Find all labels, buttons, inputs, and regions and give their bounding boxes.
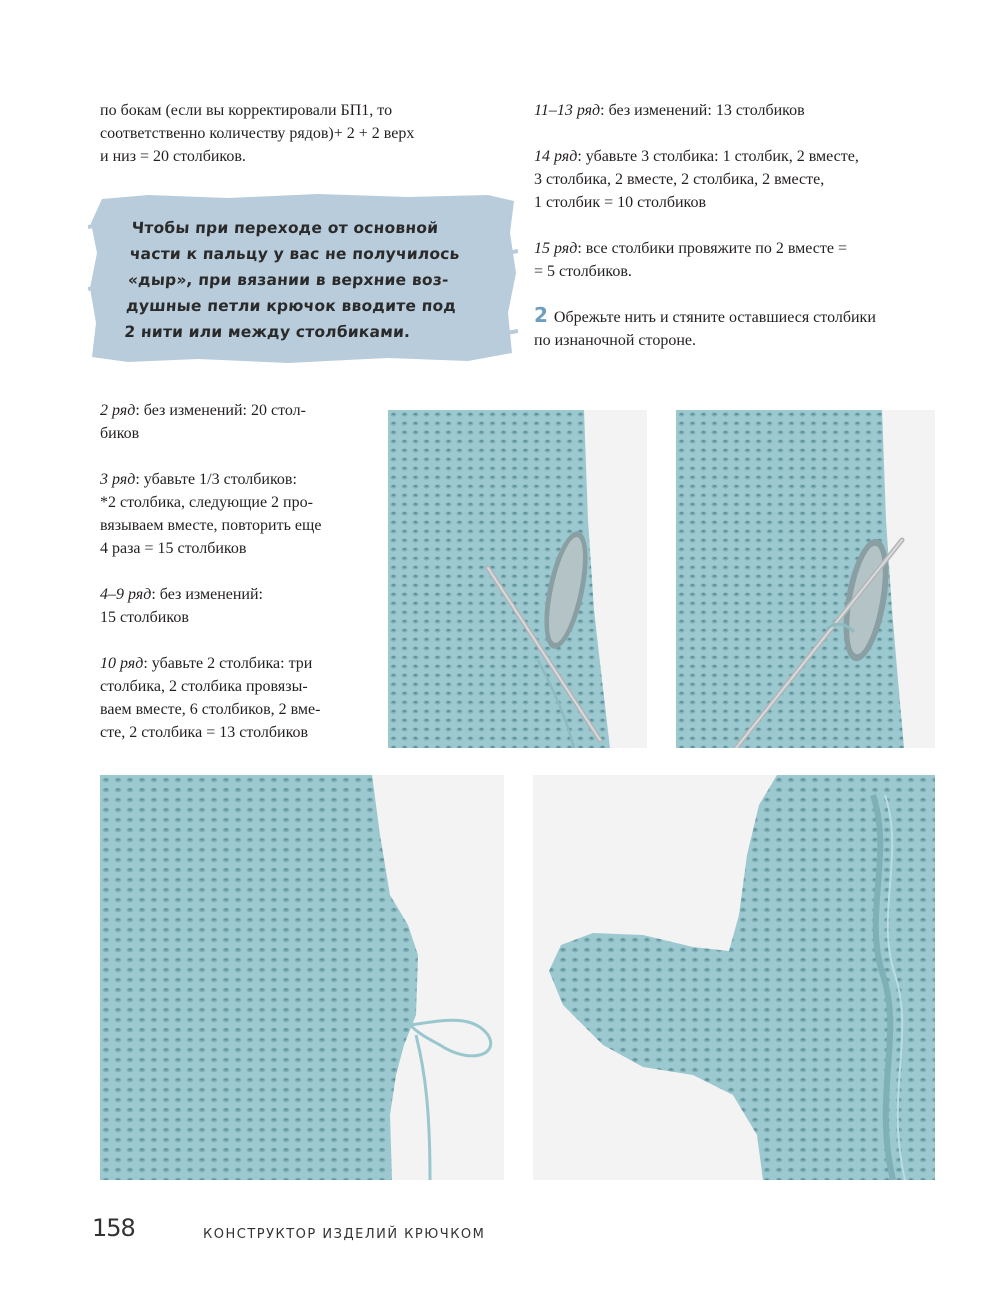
tip-note	[88, 193, 518, 365]
row-2	[100, 399, 380, 445]
note-line: части к пальцу у вас не получилось	[129, 245, 461, 263]
row-14	[534, 145, 954, 214]
running-title: КОНСТРУКТОР ИЗДЕЛИЙ КРЮЧКОМ	[203, 1227, 486, 1242]
note-line: 2 нити или между столбиками.	[123, 323, 411, 341]
row-text: 15 столбиков	[100, 609, 189, 626]
note-line: душные петли крючок вводите под	[125, 297, 457, 315]
photo-finished-thumb	[533, 775, 935, 1180]
row-label: 4–9 ряд	[100, 586, 152, 603]
row-11-13	[534, 99, 954, 122]
row-text: : убавьте 2 столбика: три	[143, 655, 313, 672]
right-rows	[534, 99, 954, 306]
text-line: соответственно количеству рядов)+ 2 + 2 верх	[100, 125, 415, 142]
note-line: «дыр», при вязании в верхние воз-	[127, 271, 450, 289]
page-number: 158	[92, 1214, 135, 1242]
row-text: = 5 столбиков.	[534, 263, 632, 280]
left-rows	[100, 399, 380, 767]
row-text: 1 столбик = 10 столбиков	[534, 194, 707, 211]
row-text: ваем вместе, 6 столбиков, 2 вме-	[100, 701, 321, 718]
row-label: 11–13 ряд	[534, 102, 601, 119]
text-line: и низ = 20 столбиков.	[100, 148, 246, 165]
row-10	[100, 652, 380, 744]
step-number: 2	[534, 303, 548, 327]
row-label: 15 ряд	[534, 240, 578, 257]
row-text: : без изменений:	[151, 586, 263, 603]
photo-thumb-base-loop	[100, 775, 504, 1180]
row-text: сте, 2 столбика = 13 столбиков	[100, 724, 309, 741]
row-text: столбика, 2 столбика провязы-	[100, 678, 308, 695]
row-text: : убавьте 1/3 столбиков:	[135, 471, 297, 488]
photo-hook-pulling-yarn	[676, 410, 935, 748]
row-text: : без изменений: 20 стол-	[135, 402, 306, 419]
top-left-paragraph	[100, 99, 500, 168]
row-text: биков	[100, 425, 140, 442]
text-line: по бокам (если вы корректировали БП1, то	[100, 102, 393, 119]
note-line: Чтобы при переходе от основной	[131, 219, 439, 237]
step-text: Обрежьте нить и стяните оставшиеся столбики	[553, 309, 876, 326]
row-text: 3 столбика, 2 вместе, 2 столбика, 2 вместе,	[534, 171, 825, 188]
row-label: 2 ряд	[100, 402, 136, 419]
row-15	[534, 237, 954, 283]
row-label: 10 ряд	[100, 655, 144, 672]
row-text: вязываем вместе, повторить еще	[100, 517, 322, 534]
row-3	[100, 468, 380, 560]
row-text: *2 столбика, следующие 2 про-	[100, 494, 313, 511]
row-text: : убавьте 3 столбика: 1 столбик, 2 вместе,	[577, 148, 859, 165]
step-text: по изнаночной стороне.	[534, 332, 696, 349]
row-4-9	[100, 583, 380, 629]
photo-hook-in-hole	[388, 410, 647, 748]
row-label: 3 ряд	[100, 471, 136, 488]
row-text: : все столбики провяжите по 2 вместе =	[577, 240, 847, 257]
row-text: 4 раза = 15 столбиков	[100, 540, 247, 557]
row-text: : без изменений: 13 столбиков	[600, 102, 805, 119]
step-2	[534, 304, 944, 352]
row-label: 14 ряд	[534, 148, 578, 165]
